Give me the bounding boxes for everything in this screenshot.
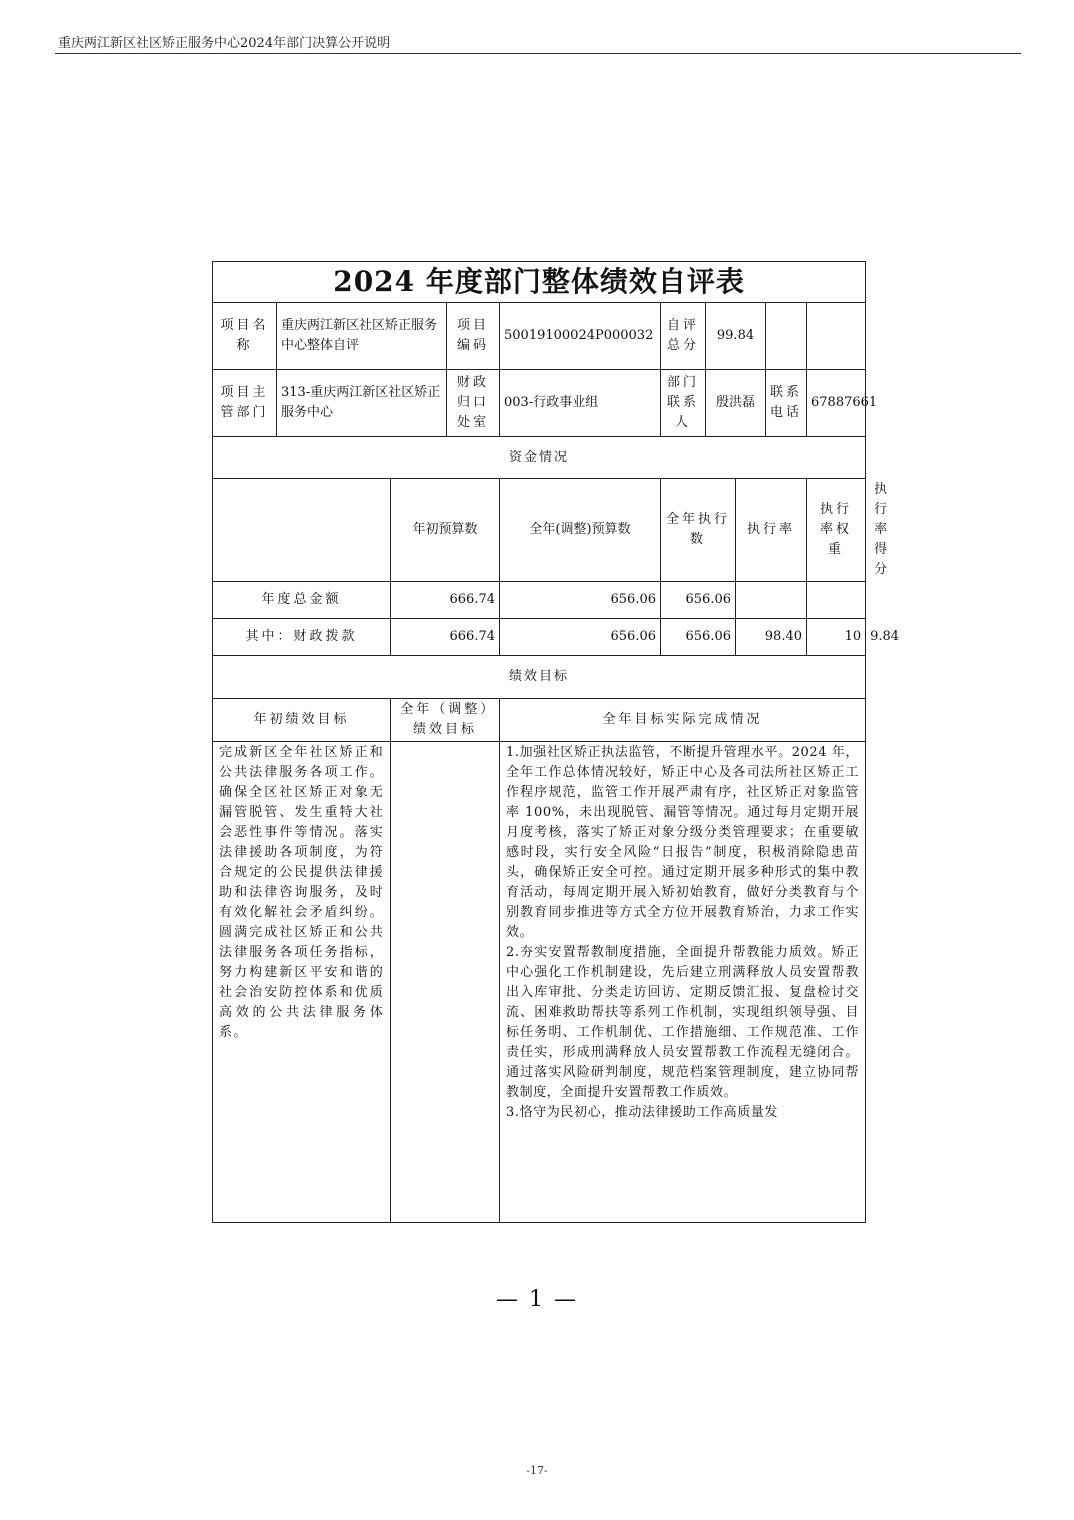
- fiscal-executed: 656.06: [661, 619, 736, 656]
- fiscal-execution-rate: 98.40: [736, 619, 807, 656]
- empty-cell: [213, 479, 391, 582]
- project-name-label: 项目名称: [213, 303, 277, 370]
- header-adjusted-goal: 全年（调整）绩效目标: [391, 699, 500, 742]
- funds-section-title: 资金情况: [213, 437, 866, 479]
- total-initial-budget: 666.74: [391, 582, 500, 619]
- score-label: 自评总分: [661, 303, 706, 370]
- header-execution-rate: 执行率: [736, 479, 807, 582]
- total-rate-weight: [807, 582, 866, 619]
- header-executed: 全年执行数: [661, 479, 736, 582]
- contact-value: 殷洪磊: [706, 370, 766, 437]
- fiscal-initial-budget: 666.74: [391, 619, 500, 656]
- finance-office-label: 财政归口处室: [447, 370, 500, 437]
- actual-completion-text: [500, 742, 866, 1223]
- actual-paragraph: 3.恪守为民初心，推动法律援助工作高质量发: [506, 1105, 779, 1120]
- adjusted-goal-text: [391, 742, 500, 1223]
- evaluation-table: 2024 年度部门整体绩效自评表 项目名称 重庆两江新区社区矫正服务中心整体自评 项目编码 50019100024P000032 自评总分 99.84 项目主管部门 313-重庆两江新区社区矫正服务中心 财政归口处室 003-行政事业组 部门联系人 殷洪磊 联系电话 67887661 资金情况 年初预算数 全年(调整)预算数 全年执行数 执行率 执行率权重 执行率得分 年度总金额 666.74 656.06 656.06 其中：财政拨款 666.74 656.06 656.06 98.40 10 9.84 绩效目标 年初绩效目标 全年（调整）绩效目标 全年目标实际完成情况 完成新区全年社区矫正和公共法律服务各项工作。确保全区社区矫正对象无漏管脱管、发生重特大社会恶性事件等情况。落实法律援助各项制度，为符合规定的公民提供法律援助和法律咨询服务，及时有效化解社会矛盾纠纷。圆满完成社区矫正和公共法律服务各项任务指标，努力构建新区平安和谐的社会治安防控体系和优质高效的公共法律服务体系。 1.加强社区矫正执法监管，不断提升管理水平。2024 年，全年工作总体情况较好，矫正中心及各司法所社区矫正工作程序规范，监管工作开展严肃有序，社区矫正对象监管率 100%，未出现脱管、漏管等情况。通过每月定期开展月度考核，落实了矫正对象分级分类管理要求；在重要敏感时段，实行安全风险“日报告”制度，积极消除隐患苗头，确保矫正安全可控。通过定期开展多种形式的集中教育活动，每周定期开展入矫初始教育，做好分类教育与个别教育同步推进等方式全方位开展教育矫治，力求工作实效。 2.夯实安置帮教制度措施，全面提升帮教能力质效。矫正中心强化工作机制建设，先后建立刑满释放人员安置帮教出入库审批、分类走访回访、定期反馈汇报、复盘检讨交流、困难救助帮扶等系列工作机制，实现组织领导强、目标任务明、工作机制优、工作措施细、工作规范准、工作责任实，形成刑满释放人员安置帮教工作流程无缝闭合。通过落实风险研判制度，规范档案管理制度，建立协同帮教制度，全面提升安置帮教工作质效。 3.恪守为民初心，推动法律援助工作高质量发: [212, 261, 866, 1223]
- page-number: — 1 —: [496, 1287, 578, 1312]
- total-executed: 656.06: [661, 582, 736, 619]
- fiscal-adjusted-budget: 656.06: [500, 619, 661, 656]
- header-rate-weight: 执行率权重: [807, 479, 866, 582]
- document-header-title: 重庆两江新区社区矫正服务中心2024年部门决算公开说明: [58, 36, 391, 51]
- fiscal-rate-weight: 10: [807, 619, 866, 656]
- contact-label: 部门联系人: [661, 370, 706, 437]
- actual-paragraph: 2.夯实安置帮教制度措施，全面提升帮教能力质效。矫正中心强化工作机制建设，先后建立刑满释放人员安置帮教出入库审批、分类走访回访、定期反馈汇报、复盘检讨交流、困难救助帮扶等系列工作机制，实现组织领导强、目标任务明、工作机制优、工作措施细、工作规范准、工作责任实，形成刑满释放人员安置帮教工作流程无缝闭合。通过落实风险研判制度，规范档案管理制度，建立协同帮教制度，全面提升安置帮教工作质效。: [506, 945, 860, 1100]
- header-initial-budget: 年初预算数: [391, 479, 500, 582]
- header-actual-completion: 全年目标实际完成情况: [500, 699, 866, 742]
- initial-goal-text: 完成新区全年社区矫正和公共法律服务各项工作。确保全区社区矫正对象无漏管脱管、发生重特大社会恶性事件等情况。落实法律援助各项制度，为符合规定的公民提供法律援助和法律咨询服务，及时有效化解社会矛盾纠纷。圆满完成社区矫正和公共法律服务各项任务指标，努力构建新区平安和谐的社会治安防控体系和优质高效的公共法律服务体系。: [213, 742, 391, 1223]
- project-name-value: 重庆两江新区社区矫正服务中心整体自评: [277, 303, 447, 370]
- score-value: 99.84: [706, 303, 766, 370]
- total-execution-rate: [736, 582, 807, 619]
- department-value: 313-重庆两江新区社区矫正服务中心: [277, 370, 447, 437]
- form-title: 2024 年度部门整体绩效自评表: [213, 262, 866, 303]
- phone-label: 联系电话: [766, 370, 807, 437]
- project-code-value: 50019100024P000032: [500, 303, 661, 370]
- performance-evaluation-form: [212, 261, 900, 1223]
- finance-office-value: 003-行政事业组: [500, 370, 661, 437]
- goals-section-title: 绩效目标: [213, 656, 866, 699]
- footer-page-number: -17-: [526, 1464, 548, 1477]
- actual-paragraph: 1.加强社区矫正执法监管，不断提升管理水平。2024 年，全年工作总体情况较好，矫正中心及各司法所社区矫正工作程序规范，监管工作开展严肃有序，社区矫正对象监管率 100%，未出现脱管、漏管等情况。通过每月定期开展月度考核，落实了矫正对象分级分类管理要求；在重要敏感时段，实行安全风险“日报告”制度，积极消除隐患苗头，确保矫正安全可控。通过定期开展多种形式的集中教育活动，每周定期开展入矫初始教育，做好分类教育与个别教育同步推进等方式全方位开展教育矫治，力求工作实效。: [506, 745, 860, 940]
- department-label: 项目主管部门: [213, 370, 277, 437]
- header-adjusted-budget: 全年(调整)预算数: [500, 479, 661, 582]
- header-divider: [55, 53, 1021, 54]
- total-adjusted-budget: 656.06: [500, 582, 661, 619]
- header-initial-goal: 年初绩效目标: [213, 699, 391, 742]
- row-label-fiscal: 其中：财政拨款: [213, 619, 391, 656]
- empty-cell: [766, 303, 807, 370]
- empty-cell: [807, 303, 866, 370]
- phone-value: 67887661: [807, 370, 866, 437]
- row-label-total: 年度总金额: [213, 582, 391, 619]
- project-code-label: 项目编码: [447, 303, 500, 370]
